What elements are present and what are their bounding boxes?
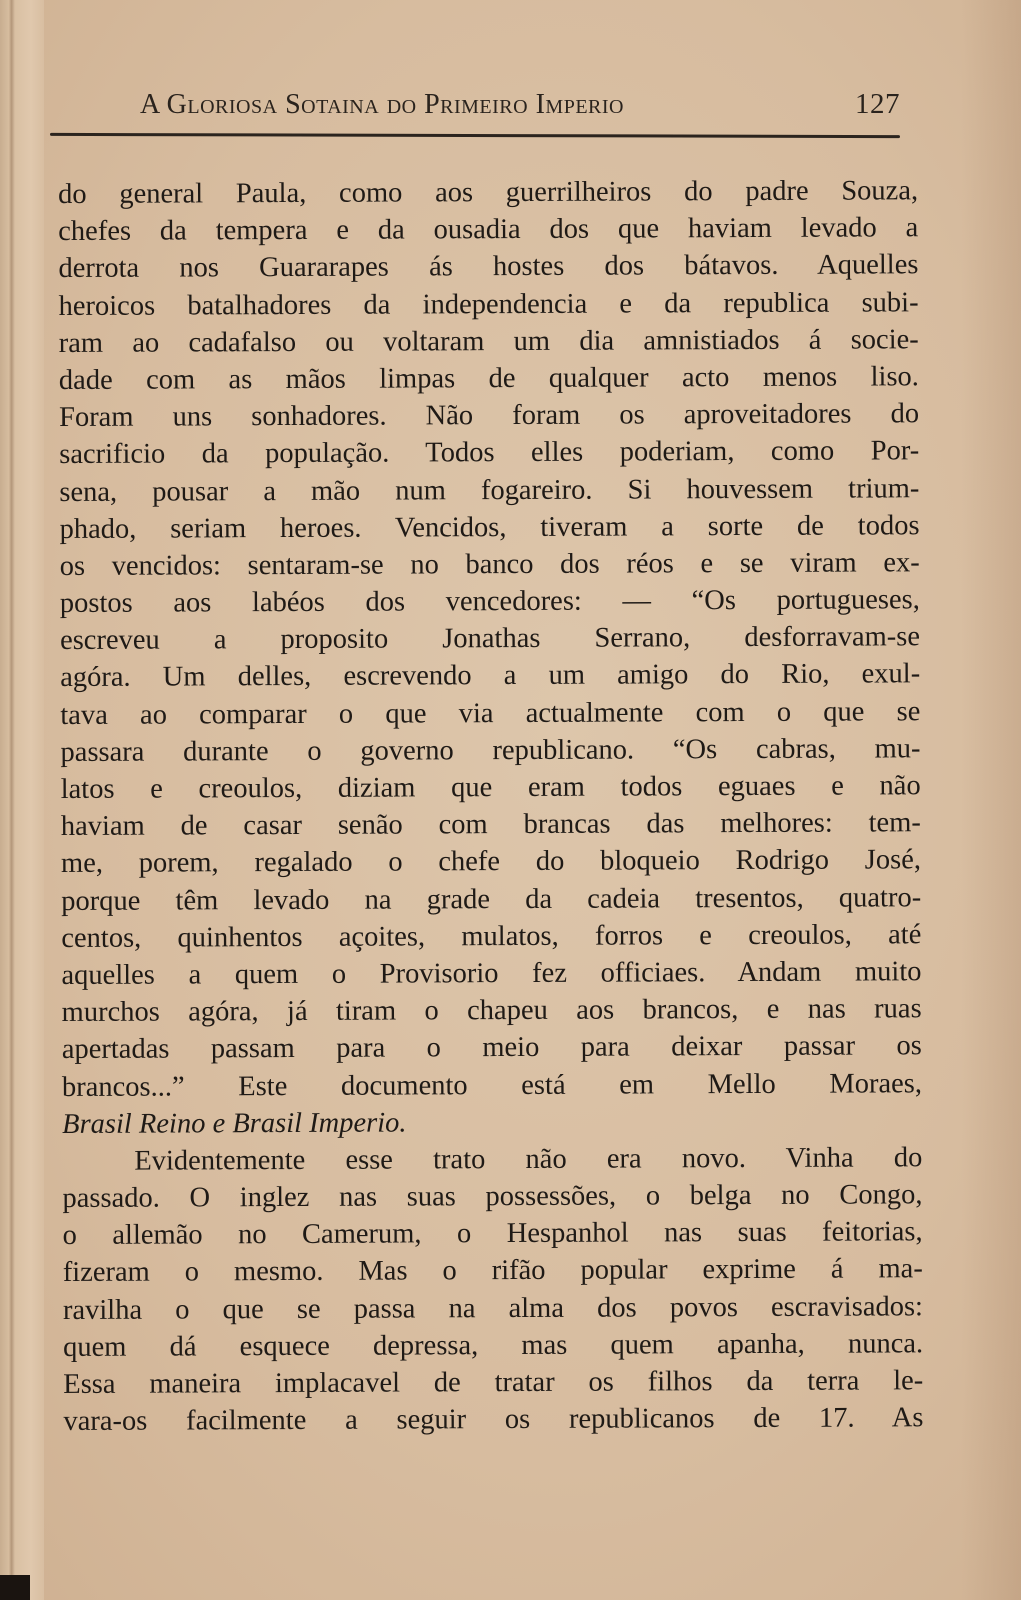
- citation-line: [62, 1102, 922, 1143]
- text-line: agóra. Um delles, escrevendo a um amigo do Rio, exul-: [60, 658, 921, 694]
- text-line: haviam de casar senão com brancas das melhores: tem-: [60, 807, 921, 843]
- text-line: postos aos labéos dos vencedores: — “Os portugueses,: [59, 584, 920, 620]
- page-edge-shadow: [961, 0, 1021, 1600]
- page-number: 127: [855, 88, 900, 120]
- header-rule: [50, 133, 900, 138]
- text-line: brancos...” Este documento está em Mello Moraes,: [61, 1067, 923, 1103]
- text-line: chefes da tempera e da ousadia dos que haviam levado a: [58, 212, 919, 248]
- text-line: sacrificio da população. Todos elles poderiam, como Por-: [59, 435, 920, 471]
- text-line: sena, pousar a mão num fogareiro. Si houvessem trium-: [59, 472, 920, 508]
- text-line: vara-os facilmente a seguir os republicanos de 17. As: [63, 1402, 924, 1438]
- text-line: fizeram o mesmo. Mas o rifão popular exprime á ma-: [62, 1253, 923, 1289]
- text-line: ravilha o que se passa na alma dos povos escravisados:: [62, 1290, 924, 1326]
- text-line: passara durante o governo republicano. “Os cabras, mu-: [60, 733, 921, 768]
- text-line: centos, quinhentos açoites, mulatos, forros e creoulos, até: [61, 918, 922, 954]
- text-line: heroicos batalhadores da independencia e da republica subi-: [58, 286, 919, 322]
- text-line: phado, seriam heroes. Vencidos, tiveram a sorte de todos: [59, 509, 920, 545]
- text-line: do general Paula, como aos guerrilheiros do padre Souza,: [58, 175, 919, 210]
- text-line: porque têm levado na grade da cadeia tresentos, quatro-: [61, 881, 922, 917]
- text-line: me, porem, regalado o chefe do bloqueio Rodrigo José,: [60, 844, 922, 880]
- running-head-title: A Gloriosa Sotaina do Primeiro Imperio: [140, 89, 624, 120]
- text-line: dade com as mãos limpas de qualquer acto menos liso.: [58, 361, 919, 396]
- text-line: murchos agóra, já tiram o chapeu aos brancos, e nas ruas: [61, 993, 922, 1029]
- text-line: Essa maneira implacavel de tratar os filhos da terra le-: [63, 1365, 924, 1400]
- text-line: aquelles a quem o Provisorio fez officiaes. Andam muito: [61, 956, 922, 991]
- running-head: [140, 88, 900, 121]
- binding-shadow: [0, 1575, 30, 1600]
- text-line: Evidentemente esse trato não era novo. Vinha do: [134, 1142, 923, 1177]
- text-line: quem dá esquece depressa, mas quem apanha, nunca.: [63, 1328, 924, 1363]
- text-line: passado. O inglez nas suas possessões, o belga no Congo,: [62, 1179, 923, 1215]
- text-line: Foram uns sonhadores. Não foram os aproveitadores do: [58, 398, 920, 434]
- text-line: o allemão no Camerum, o Hespanhol nas suas feitorias,: [62, 1216, 923, 1252]
- text-line: latos e creoulos, diziam que eram todos eguaes e não: [60, 770, 921, 805]
- body-text: [58, 172, 924, 1440]
- text-line: ram ao cadafalso ou voltaram um dia amnistiados á socie-: [58, 323, 919, 359]
- book-citation: Brasil Reino e Brasil Imperio.: [62, 1107, 407, 1140]
- text-line: os vencidos: sentaram-se no banco dos réos e se viram ex-: [59, 547, 920, 582]
- text-line: tava ao comparar o que via actualmente com o que se: [60, 695, 921, 731]
- text-line: escreveu a proposito Jonathas Serrano, desforravam-se: [59, 621, 921, 657]
- text-line: apertadas passam para o meio para deixar passar os: [61, 1030, 922, 1066]
- text-line: derrota nos Guararapes ás hostes dos bátavos. Aquelles: [58, 249, 919, 285]
- book-spine-edge: [0, 0, 44, 1600]
